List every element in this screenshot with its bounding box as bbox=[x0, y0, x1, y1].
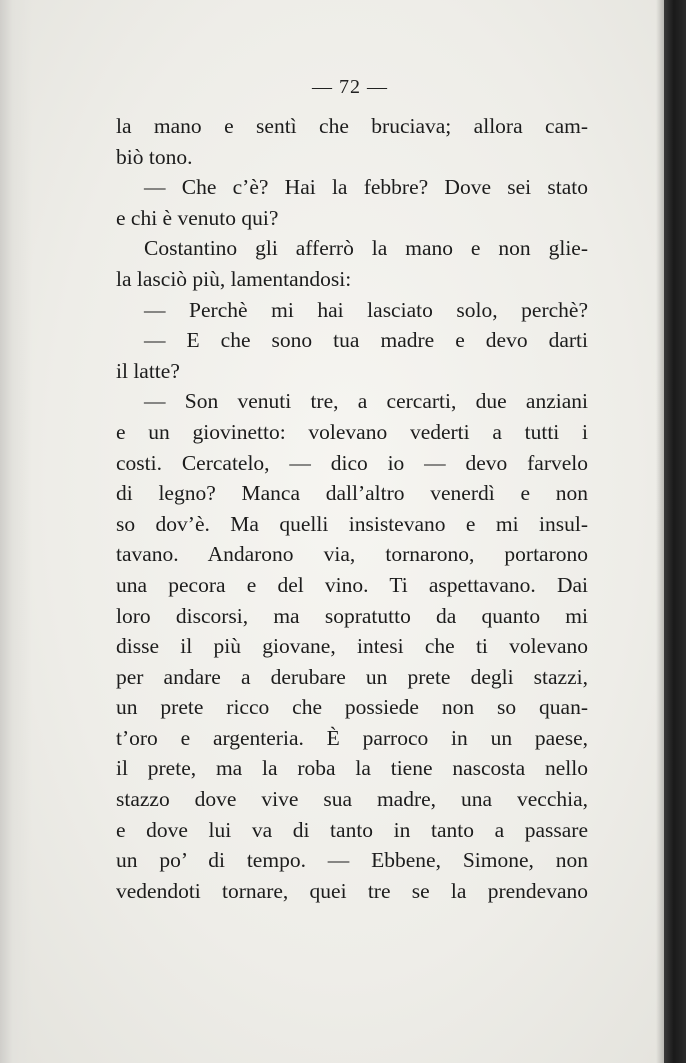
text-line: e un giovinetto: volevano vederti a tutti i bbox=[116, 419, 588, 444]
text-line: di legno? Manca dall’altro venerdì e non bbox=[116, 481, 588, 506]
text-line: costi. Cercatelo, — dico io — devo farvelo bbox=[116, 450, 588, 475]
page-number: — 72 — bbox=[312, 76, 388, 98]
binding-highlight bbox=[656, 0, 664, 1063]
text-line: la mano e sentì che bruciava; allora cam- bbox=[116, 114, 588, 138]
text-line: la lasciò più, lamentandosi: bbox=[116, 266, 352, 291]
text-line: stazzo dove vive sua madre, una vecchia, bbox=[116, 787, 588, 812]
text-line: — E che sono tua madre e devo darti bbox=[144, 328, 588, 353]
text-line: il prete, ma la roba la tiene nascosta nello bbox=[116, 756, 588, 781]
text-line: loro discorsi, ma sopratutto da quanto mi bbox=[116, 603, 588, 628]
text-line: un prete ricco che possiede non so quan- bbox=[116, 695, 588, 720]
text-line: e chi è venuto qui? bbox=[116, 205, 279, 230]
text-line: t’oro e argenteria. È parroco in un paese, bbox=[116, 725, 588, 750]
text-line: Costantino gli afferrò la mano e non glie- bbox=[144, 236, 588, 261]
text-line: vedendoti tornare, quei tre se la prendevano bbox=[116, 878, 588, 903]
text-line: — Perchè mi hai lasciato solo, perchè? bbox=[144, 297, 588, 322]
text-line: — Son venuti tre, a cercarti, due anziani bbox=[144, 389, 588, 414]
text-line: e dove lui va di tanto in tanto a passare bbox=[116, 817, 588, 842]
text-line: per andare a derubare un prete degli stazzi, bbox=[116, 664, 588, 689]
text-line: disse il più giovane, intesi che ti volevano bbox=[116, 634, 588, 659]
body-text bbox=[116, 111, 588, 906]
text-line: so dov’è. Ma quelli insistevano e mi insul- bbox=[116, 511, 588, 536]
page-left-shadow bbox=[0, 0, 32, 1063]
text-line: un po’ di tempo. — Ebbene, Simone, non bbox=[116, 848, 588, 873]
book-binding-edge bbox=[664, 0, 686, 1063]
text-line: una pecora e del vino. Ti aspettavano. Dai bbox=[116, 572, 588, 597]
text-line: biò tono. bbox=[116, 144, 193, 169]
text-line: — Che c’è? Hai la febbre? Dove sei stato bbox=[144, 175, 588, 200]
text-line: il latte? bbox=[116, 358, 180, 383]
text-line: tavano. Andarono via, tornarono, portarono bbox=[116, 542, 588, 567]
